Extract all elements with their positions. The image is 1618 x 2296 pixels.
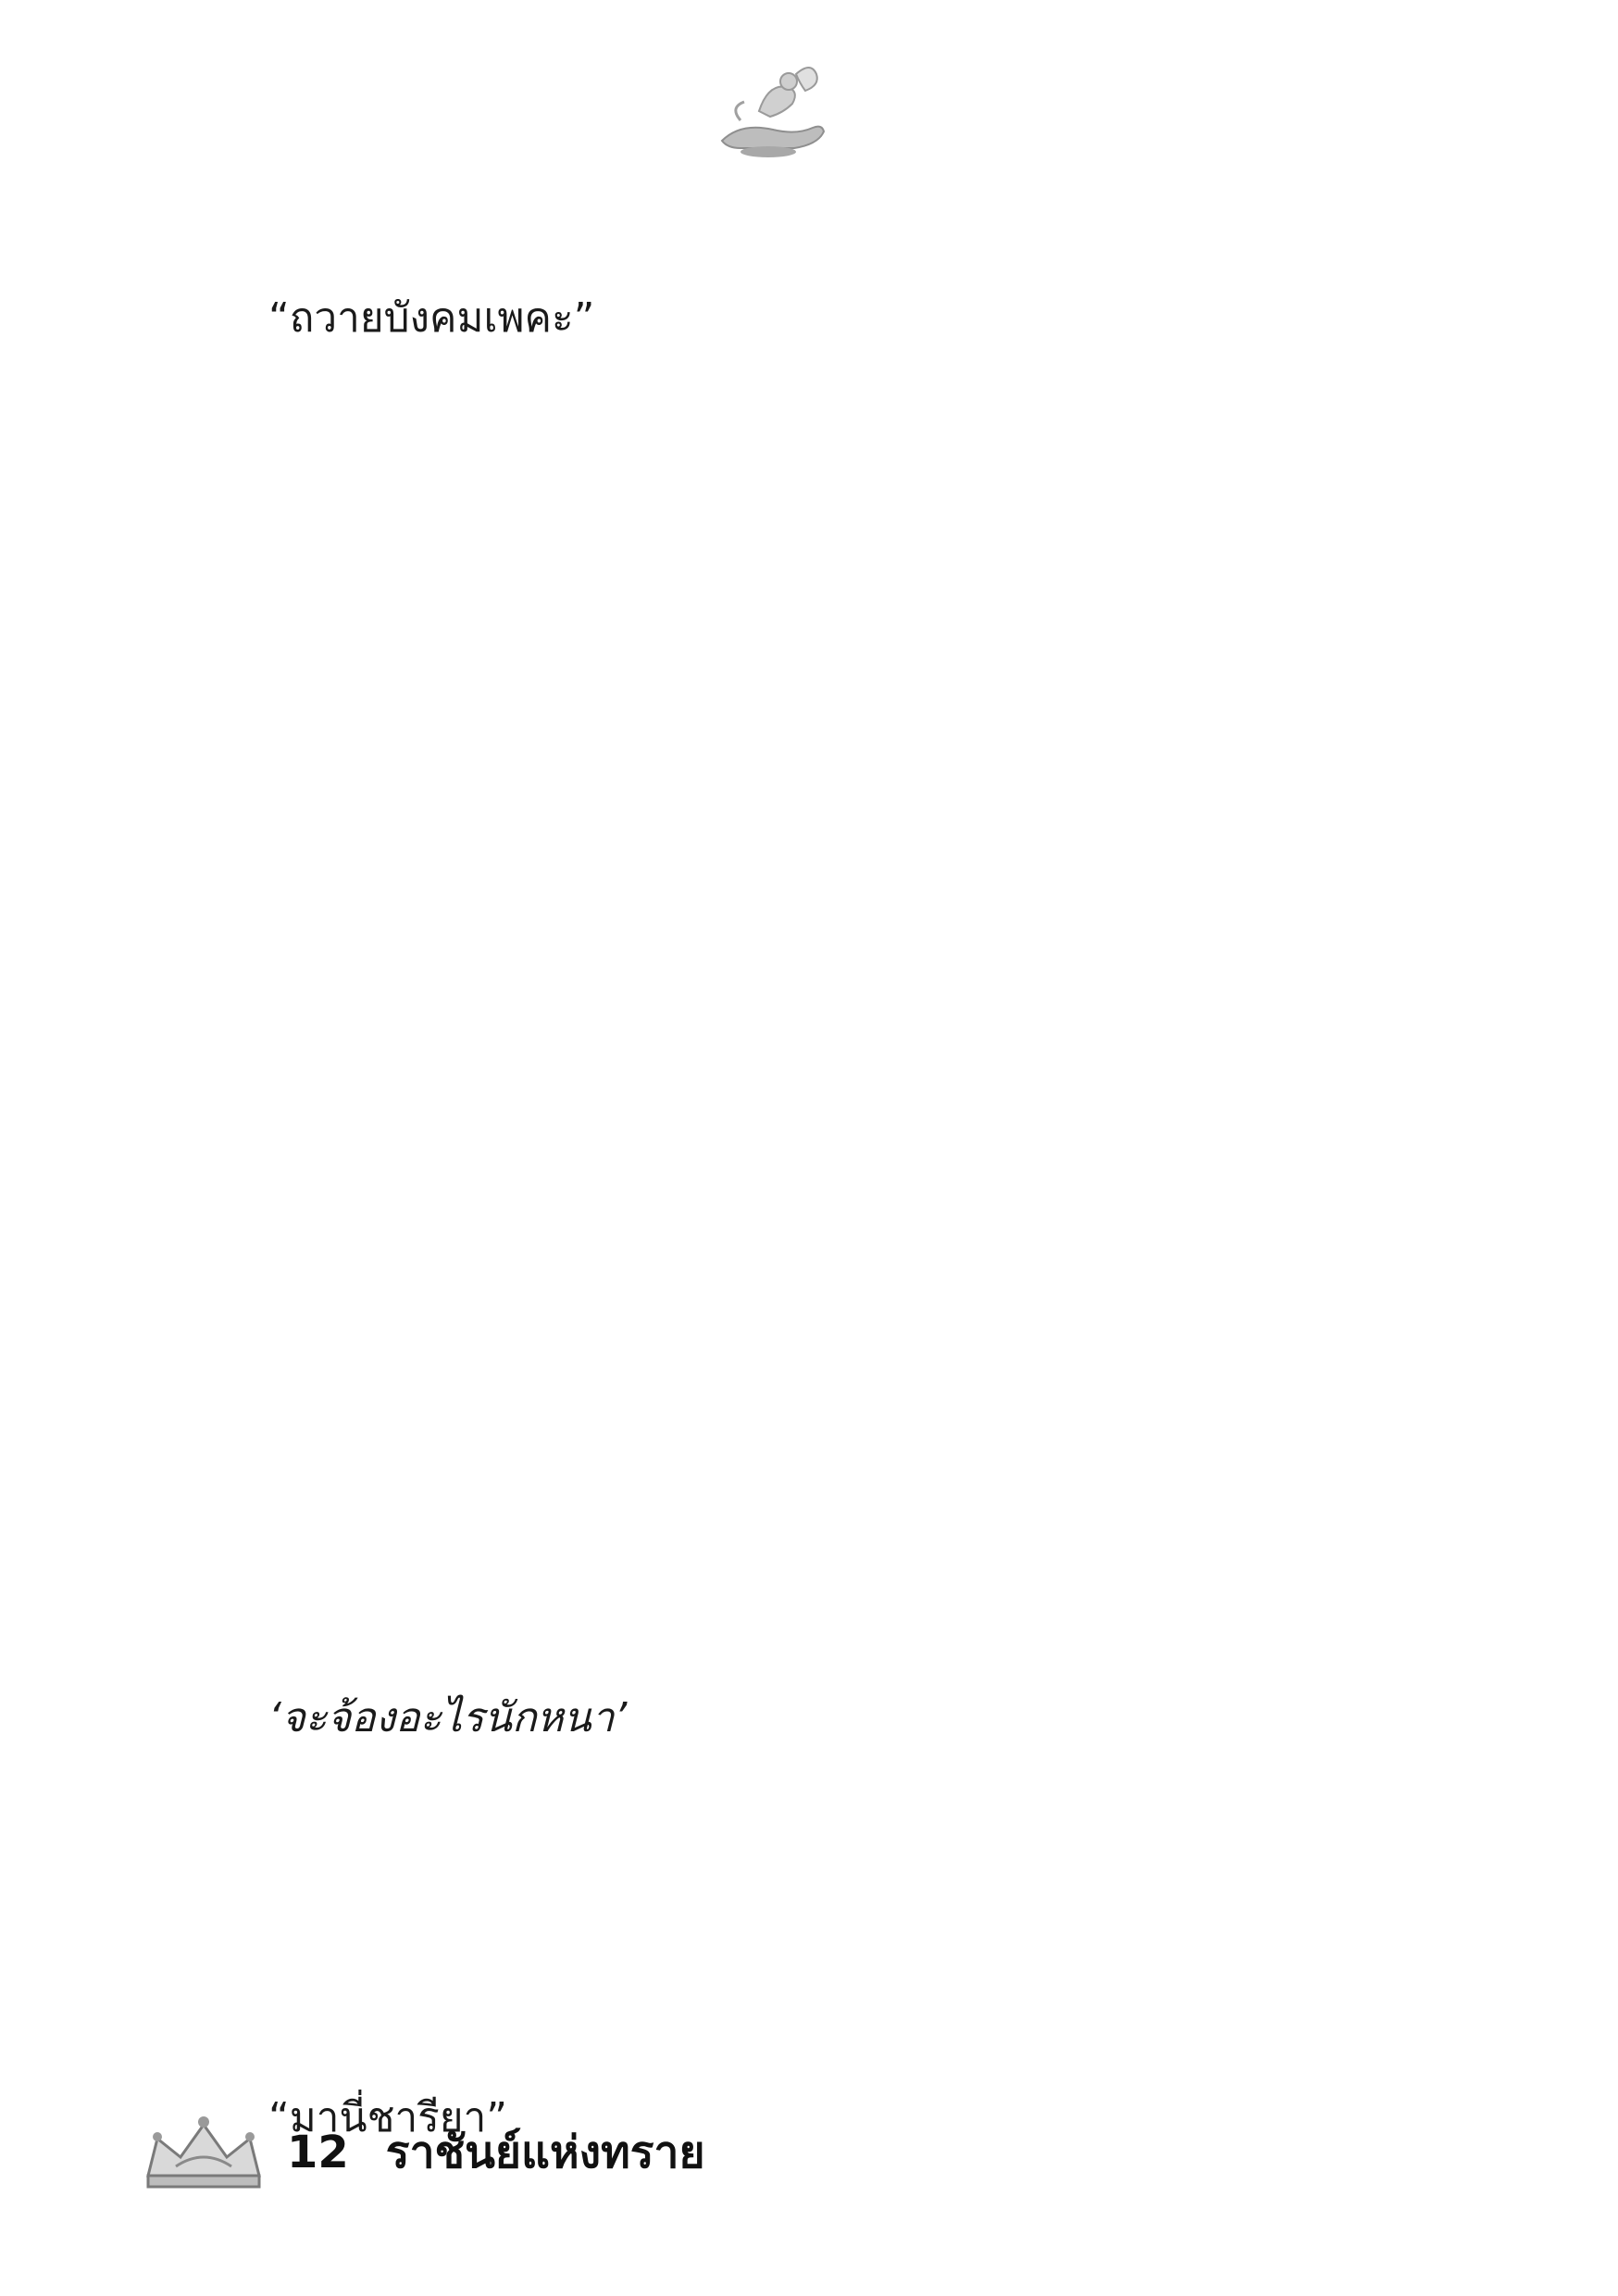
body-line [165, 1152, 1368, 1218]
body-line [165, 1552, 1368, 1618]
body-line [165, 1285, 1368, 1352]
genie-lamp-cupid-icon [703, 56, 833, 167]
body-line [165, 818, 1368, 885]
book-title: ราชันย์แห่งทราย [385, 2127, 705, 2178]
body-line [165, 218, 1368, 285]
body-line [165, 1485, 1368, 1552]
body-line [165, 1018, 1368, 1085]
body-line [165, 1818, 1368, 1885]
body-line [165, 1418, 1368, 1485]
body-line [165, 885, 1368, 952]
body-line [165, 418, 1368, 485]
body-line [165, 2018, 1368, 2085]
crown-icon [139, 2111, 268, 2194]
body-line [165, 352, 1368, 418]
body-line [165, 1885, 1368, 1952]
body-line [165, 752, 1368, 818]
page-footer [139, 2102, 705, 2203]
body-line: ‘จะจ้องอะไรนักหนา’ [268, 1694, 628, 1741]
body-line [165, 1618, 1368, 1685]
body-line [165, 1085, 1368, 1152]
body-line [165, 1952, 1368, 2018]
body-line: “ถวายบังคมเพคะ” [268, 294, 595, 342]
body-line [165, 485, 1368, 552]
body-line [165, 952, 1368, 1018]
body-line: “มานี่ชารียา” [268, 2094, 508, 2141]
body-line [165, 1752, 1368, 1818]
body-line [165, 618, 1368, 685]
body-line [165, 1352, 1368, 1418]
page-body-text [165, 218, 1368, 2152]
page-number: 12 [287, 2127, 349, 2178]
body-line [165, 1218, 1368, 1285]
body-line [165, 552, 1368, 618]
body-line [165, 685, 1368, 752]
